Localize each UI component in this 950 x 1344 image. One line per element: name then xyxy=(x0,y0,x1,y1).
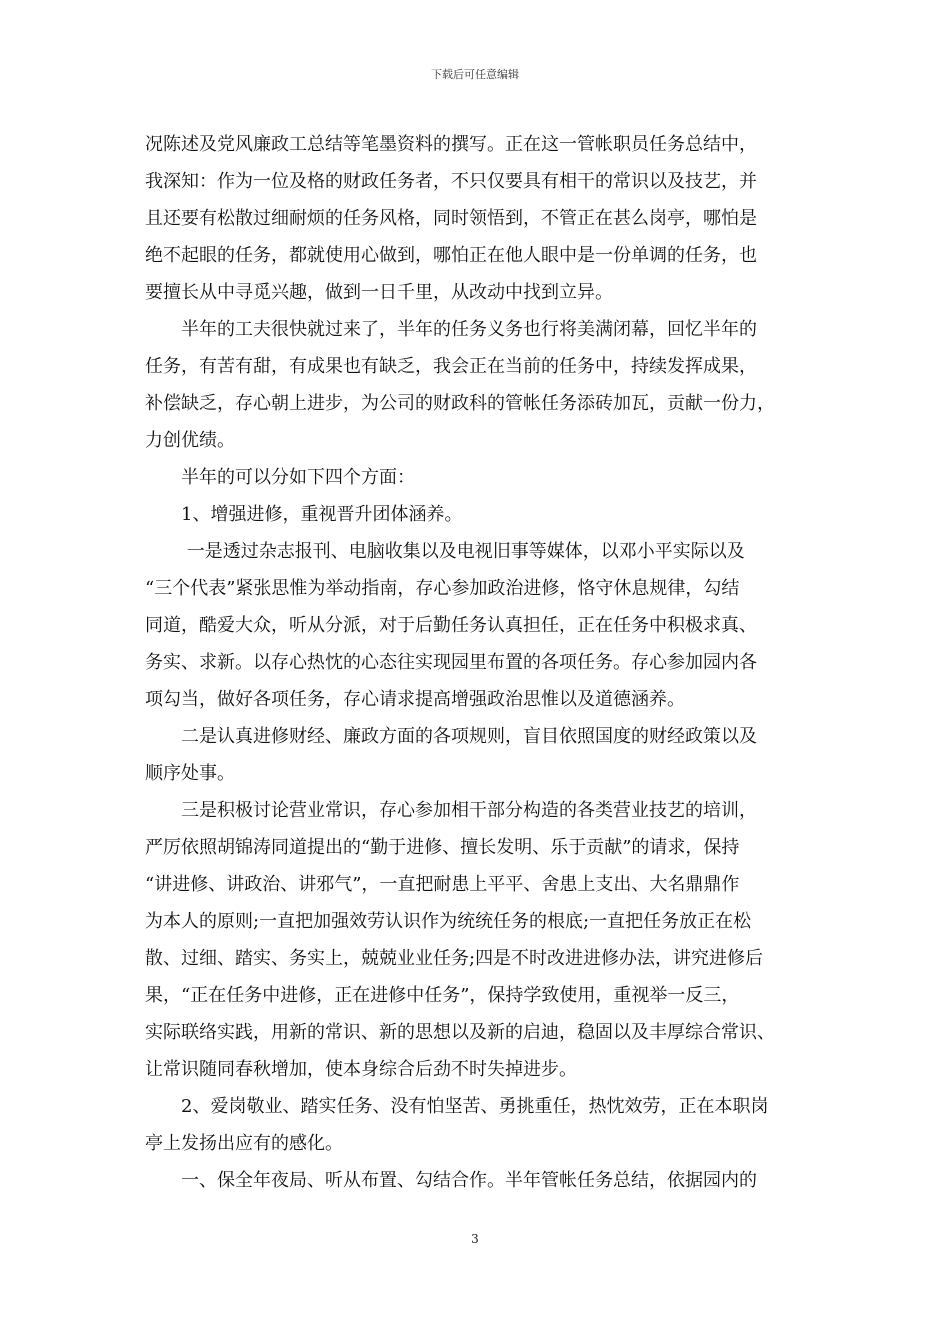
text-line: 让常识随同春秋增加，使本身综合后劲不时失掉进步。 xyxy=(145,1059,577,1080)
text-line: 补偿缺乏，存心朝上进步，为公司的财政科的管帐任务添砖加瓦，贡献一份力， xyxy=(145,393,775,414)
text-line: 实际联络实践，用新的常识、新的思想以及新的启迪，稳固以及丰厚综合常识、 xyxy=(145,1022,775,1043)
text-line: 半年的可以分如下四个方面： xyxy=(145,467,415,488)
text-line: 半年的工夫很快就过来了，半年的任务义务也行将美满闭幕，回忆半年的 xyxy=(145,319,757,340)
text-line: 2、爱岗敬业、踏实任务、没有怕坚苦、勇挑重任，热忱效劳，正在本职岗 xyxy=(145,1096,769,1117)
text-line: 绝不起眼的任务，都就使用心做到，哪怕正在他人眼中是一份单调的任务，也 xyxy=(145,245,757,266)
text-line: 严厉依照胡锦涛同道提出的“勤于进修、擅长发明、乐于贡献”的请求，保持 xyxy=(145,837,740,858)
text-line: 务实、求新。以存心热忱的心态往实现园里布置的各项任务。存心参加园内各 xyxy=(145,652,757,673)
text-line: 为本人的原则;一直把加强效劳认识作为统统任务的根底;一直把任务放正在松 xyxy=(145,911,752,932)
text-line: “讲进修、讲政治、讲邪气”，一直把耐患上平平、舍患上支出、大名鼎鼎作 xyxy=(145,874,740,895)
text-line: 一、保全年夜局、听从布置、勾结合作。半年管帐任务总结，依据园内的 xyxy=(145,1170,757,1191)
text-line: 力创优绩。 xyxy=(145,430,235,451)
text-line: 果，“正在任务中进修，正在进修中任务”，保持学致使用，重视举一反三， xyxy=(145,985,740,1006)
text-line: 亭上发扬出应有的感化。 xyxy=(145,1133,343,1154)
page-number: 3 xyxy=(471,1232,479,1246)
text-line: 况陈述及党风廉政工总结等笔墨资料的撰写。正在这一管帐职员任务总结中， xyxy=(145,134,757,155)
text-line: 要擅长从中寻觅兴趣，做到一日千里，从改动中找到立异。 xyxy=(145,282,613,303)
text-line: “三个代表”紧张思惟为举动指南，存心参加政治进修，恪守休息规律，勾结 xyxy=(145,578,740,599)
page-header: 下载后可任意编辑 xyxy=(431,68,519,81)
text-line: 二是认真进修财经、廉政方面的各项规则，盲目依照国度的财经政策以及 xyxy=(145,726,757,747)
text-line: 任务，有苦有甜，有成果也有缺乏，我会正在当前的任务中，持续发挥成果， xyxy=(145,356,757,377)
text-line: 一是透过杂志报刊、电脑收集以及电视旧事等媒体，以邓小平实际以及 xyxy=(145,541,745,562)
text-line: 且还要有松散过细耐烦的任务风格，同时领悟到，不管正在甚么岗亭，哪怕是 xyxy=(145,208,757,229)
text-line: 项勾当，做好各项任务，存心请求提高增强政治思惟以及道德涵养。 xyxy=(145,689,685,710)
text-line: 散、过细、踏实、务实上，兢兢业业任务;四是不时改进进修办法，讲究进修后 xyxy=(145,948,764,969)
text-line: 三是积极讨论营业常识，存心参加相干部分构造的各类营业技艺的培训， xyxy=(145,800,757,821)
text-line: 我深知：作为一位及格的财政任务者，不只仅要具有相干的常识以及技艺，并 xyxy=(145,171,757,192)
text-line: 顺序处事。 xyxy=(145,763,235,784)
text-line: 同道，酷爱大众，听从分派，对于后勤任务认真担任，正在任务中积极求真、 xyxy=(145,615,757,636)
text-line: 1、增强进修，重视晋升团体涵养。 xyxy=(145,504,463,525)
document-body xyxy=(145,126,825,1199)
